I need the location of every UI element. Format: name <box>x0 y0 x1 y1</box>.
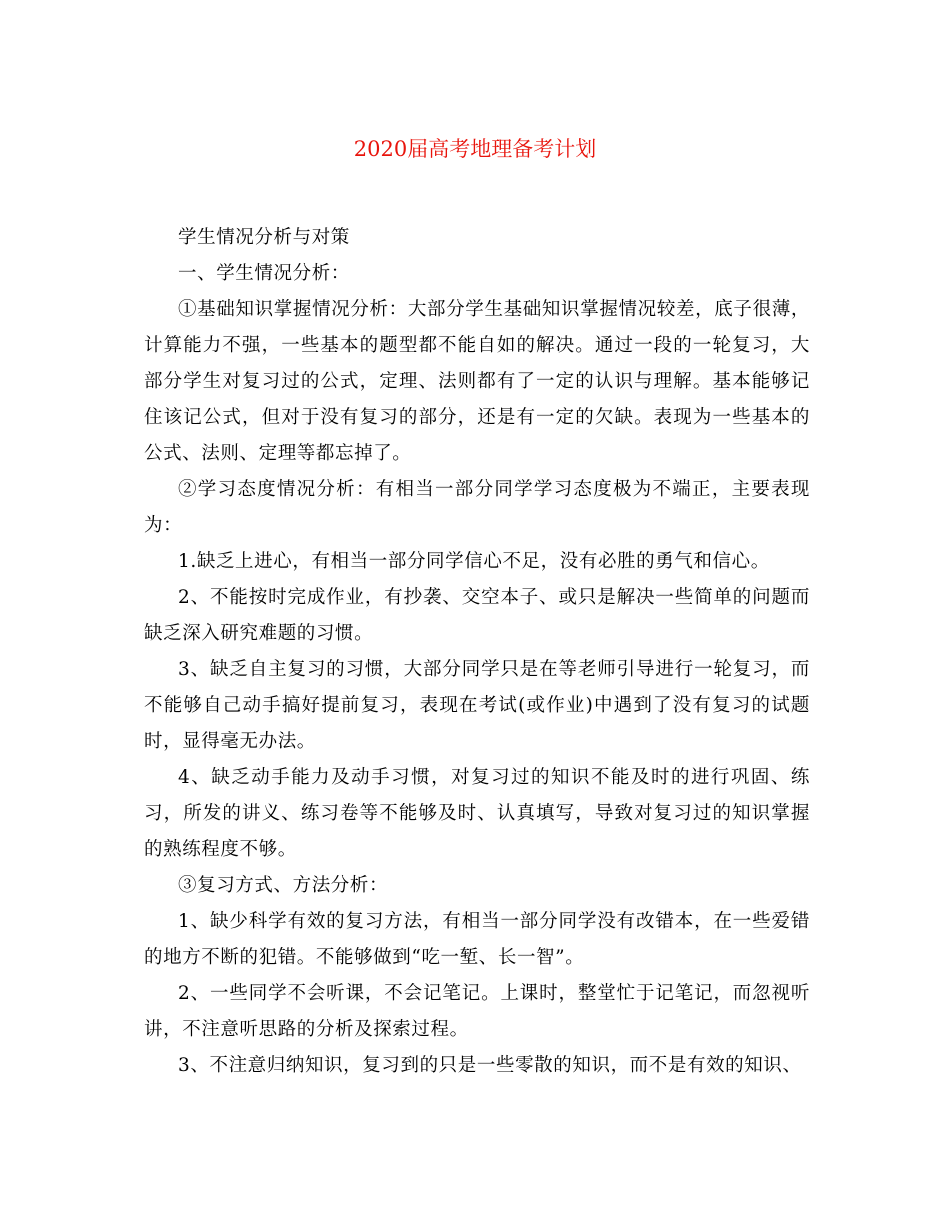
list-item-2: 2、不能按时完成作业，有抄袭、交空本子、或只是解决一些简单的问题而缺乏深入研究难题的习惯。 <box>144 587 810 644</box>
list-item-3: 3、缺乏自主复习的习惯，大部分同学只是在等老师引导进行一轮复习，而不能够自己动手搞好提前复习，表现在考试(或作业)中遇到了没有复习的试题时，显得毫无办法。 <box>144 659 810 752</box>
list-item-4: 4、缺乏动手能力及动手习惯，对复习过的知识不能及时的进行巩固、练习，所发的讲义、练习卷等不能够及时、认真填写，导致对复习过的知识掌握的熟练程度不够。 <box>144 767 810 860</box>
method-item-3: 3、不注意归纳知识，复习到的只是一些零散的知识，而不是有效的知识、 <box>178 1055 802 1076</box>
paragraph-basic-knowledge: ①基础知识掌握情况分析：大部分学生基础知识掌握情况较差，底子很薄，计算能力不强，一些基本的题型都不能自如的解决。通过一段的一轮复习，大部分学生对复习过的公式，定理、法则都有了一定的认识与理解。基本能够记住该记公式，但对于没有复习的部分，还是有一定的欠缺。表现为一些基本的公式、法则、定理等都忘掉了。 <box>144 299 810 464</box>
paragraph-attitude: ②学习态度情况分析：有相当一部分同学学习态度极为不端正，主要表现为： <box>144 479 810 536</box>
paragraph-method: ③复习方式、方法分析： <box>178 875 389 896</box>
method-item-1: 1、缺少科学有效的复习方法，有相当一部分同学没有改错本，在一些爱错的地方不断的犯错。不能够做到“吃一堑、长一智”。 <box>144 911 810 968</box>
document-title: 2020届高考地理备考计划 <box>353 137 597 161</box>
list-item-1: 1.缺乏上进心，有相当一部分同学信心不足，没有必胜的勇气和信心。 <box>178 551 770 572</box>
section-heading: 学生情况分析与对策 <box>178 227 350 248</box>
subsection-heading: 一、学生情况分析： <box>178 263 350 284</box>
document-body <box>144 220 810 1084</box>
method-item-2: 2、一些同学不会听课，不会记笔记。上课时，整堂忙于记笔记，而忽视听讲，不注意听思路的分析及探索过程。 <box>144 983 810 1040</box>
